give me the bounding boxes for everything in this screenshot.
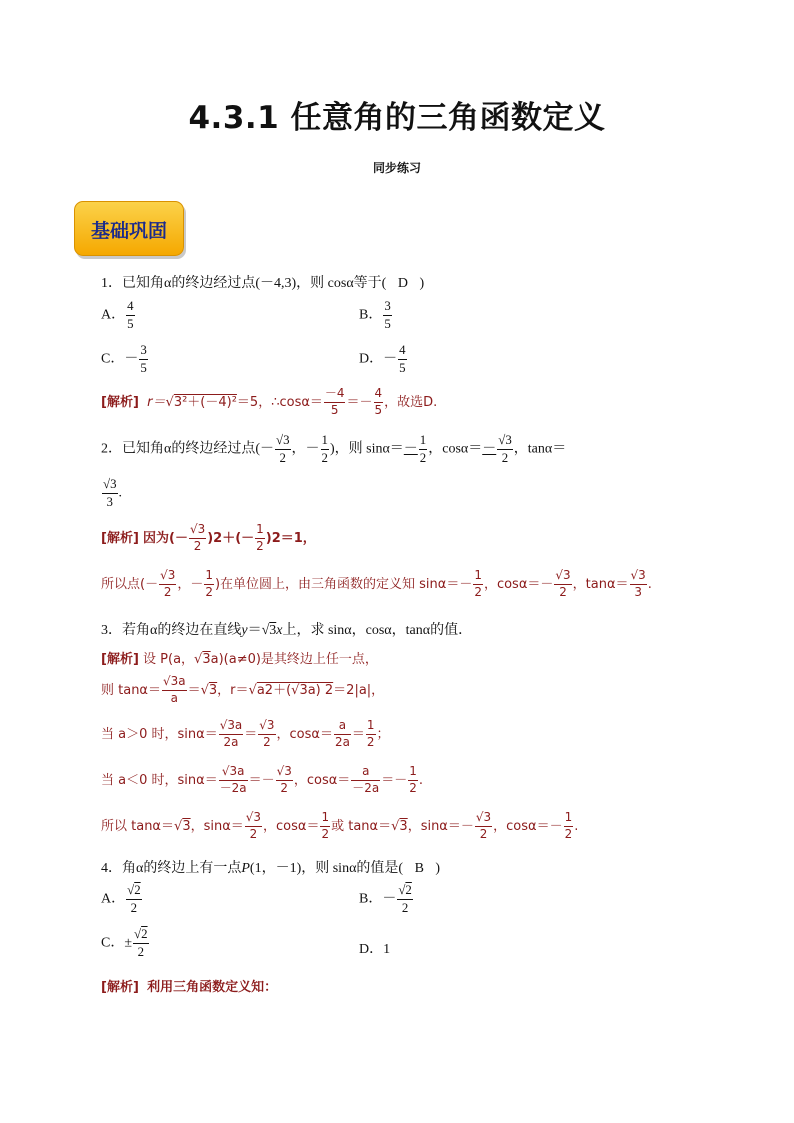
q4-option-a: A． $\frac{√2}{2}$: [101, 883, 141, 915]
q2-solution-line2: 所以点(－ $\frac{√3}{2}$ ，－ $\frac{1}{2}$ )在单位圆上，由三角函数的定义知 sinα＝－ $\frac{1}{2}$ ，cosα＝－ $\frac{√3}{2}$ ，tanα＝ $\frac{√3}{3}$ .: [101, 568, 652, 599]
q1-option-b: B． $\frac{3}{5}$: [359, 299, 391, 331]
q1-solution: [解析] r＝√3²＋(－4)²＝5，∴cosα＝ $\frac{-4}{5}$ ＝－ $\frac{4}{5}$ ，故选D.: [101, 386, 438, 417]
q4-option-d: D．1: [359, 942, 391, 957]
q2-solution-line1: [解析] 因为(－ $\frac{√3}{2}$ )2＋(－ $\frac{1}{2}$ )2＝1，: [101, 522, 316, 553]
q3-solution-line4: 当 a＜0 时，sinα＝ $\frac{√3a}{-2a}$ ＝－ $\frac{√3}{2}$ ，cosα＝ $\frac{a}{-2a}$ ＝－ $\frac{1}{2}$ .: [101, 764, 423, 795]
q3-solution-line2: 则 tanα＝ $\frac{√3a}{a}$ ＝√3，r＝√a2＋(√3a) 2＝2|a|，: [101, 674, 385, 705]
q4-stem: 4．角α的终边上有一点P(1，－1)，则 sinα的值是( B ): [101, 861, 441, 876]
q2-stem: 2．已知角α的终边经过点(－ $\frac{√3}{2}$ ，－ $\frac{1}{2}$ )，则 sinα＝－ $\frac{1}{2}$ ，cosα＝－ $\frac{√3}{2}$ ，tanα＝: [101, 433, 567, 465]
q2-tan-answer: $\frac{√3}{3}$ .: [103, 477, 123, 509]
q4-solution: [解析] 利用三角函数定义知：: [101, 980, 278, 995]
q1-stem: 1．已知角α的终边经过点(－4,3)，则 cosα等于( D ): [101, 276, 425, 291]
q1-answer: D: [397, 276, 408, 291]
q4-option-c: C．± $\frac{√2}{2}$: [101, 927, 148, 959]
q3-solution-line5: 所以 tanα＝√3，sinα＝ $\frac{√3}{2}$ ，cosα＝ $\frac{1}{2}$ 或 tanα＝√3，sinα＝－ $\frac{√3}{2}$ ，cosα＝－ $\frac{1}{2}$ .: [101, 810, 579, 841]
q1-option-a: A． $\frac{4}{5}$: [101, 299, 134, 331]
q4-answer: B: [414, 861, 424, 876]
q1-option-c: C．－ $\frac{3}{5}$: [101, 343, 147, 375]
q3-solution-line1: [解析] 设 P(a，√3a)(a≠0)是其终边上任一点，: [101, 652, 378, 667]
q1-option-d: D．－ $\frac{4}{5}$: [359, 343, 406, 375]
section-badge-label: 基础巩固: [90, 220, 167, 242]
q3-solution-line3: 当 a＞0 时，sinα＝ $\frac{√3a}{2a}$ ＝ $\frac{√3}{2}$ ，cosα＝ $\frac{a}{2a}$ ＝ $\frac{1}{2}$ ；: [101, 718, 390, 749]
page-subtitle: 同步练习: [372, 161, 421, 175]
page-title: 4.3.1 任意角的三角函数定义: [188, 100, 606, 136]
q4-option-b: B．－ $\frac{√2}{2}$: [359, 883, 412, 915]
q3-stem: 3．若角α的终边在直线y＝√3x上，求 sinα，cosα，tanα的值．: [101, 623, 473, 638]
section-badge: [74, 201, 184, 256]
